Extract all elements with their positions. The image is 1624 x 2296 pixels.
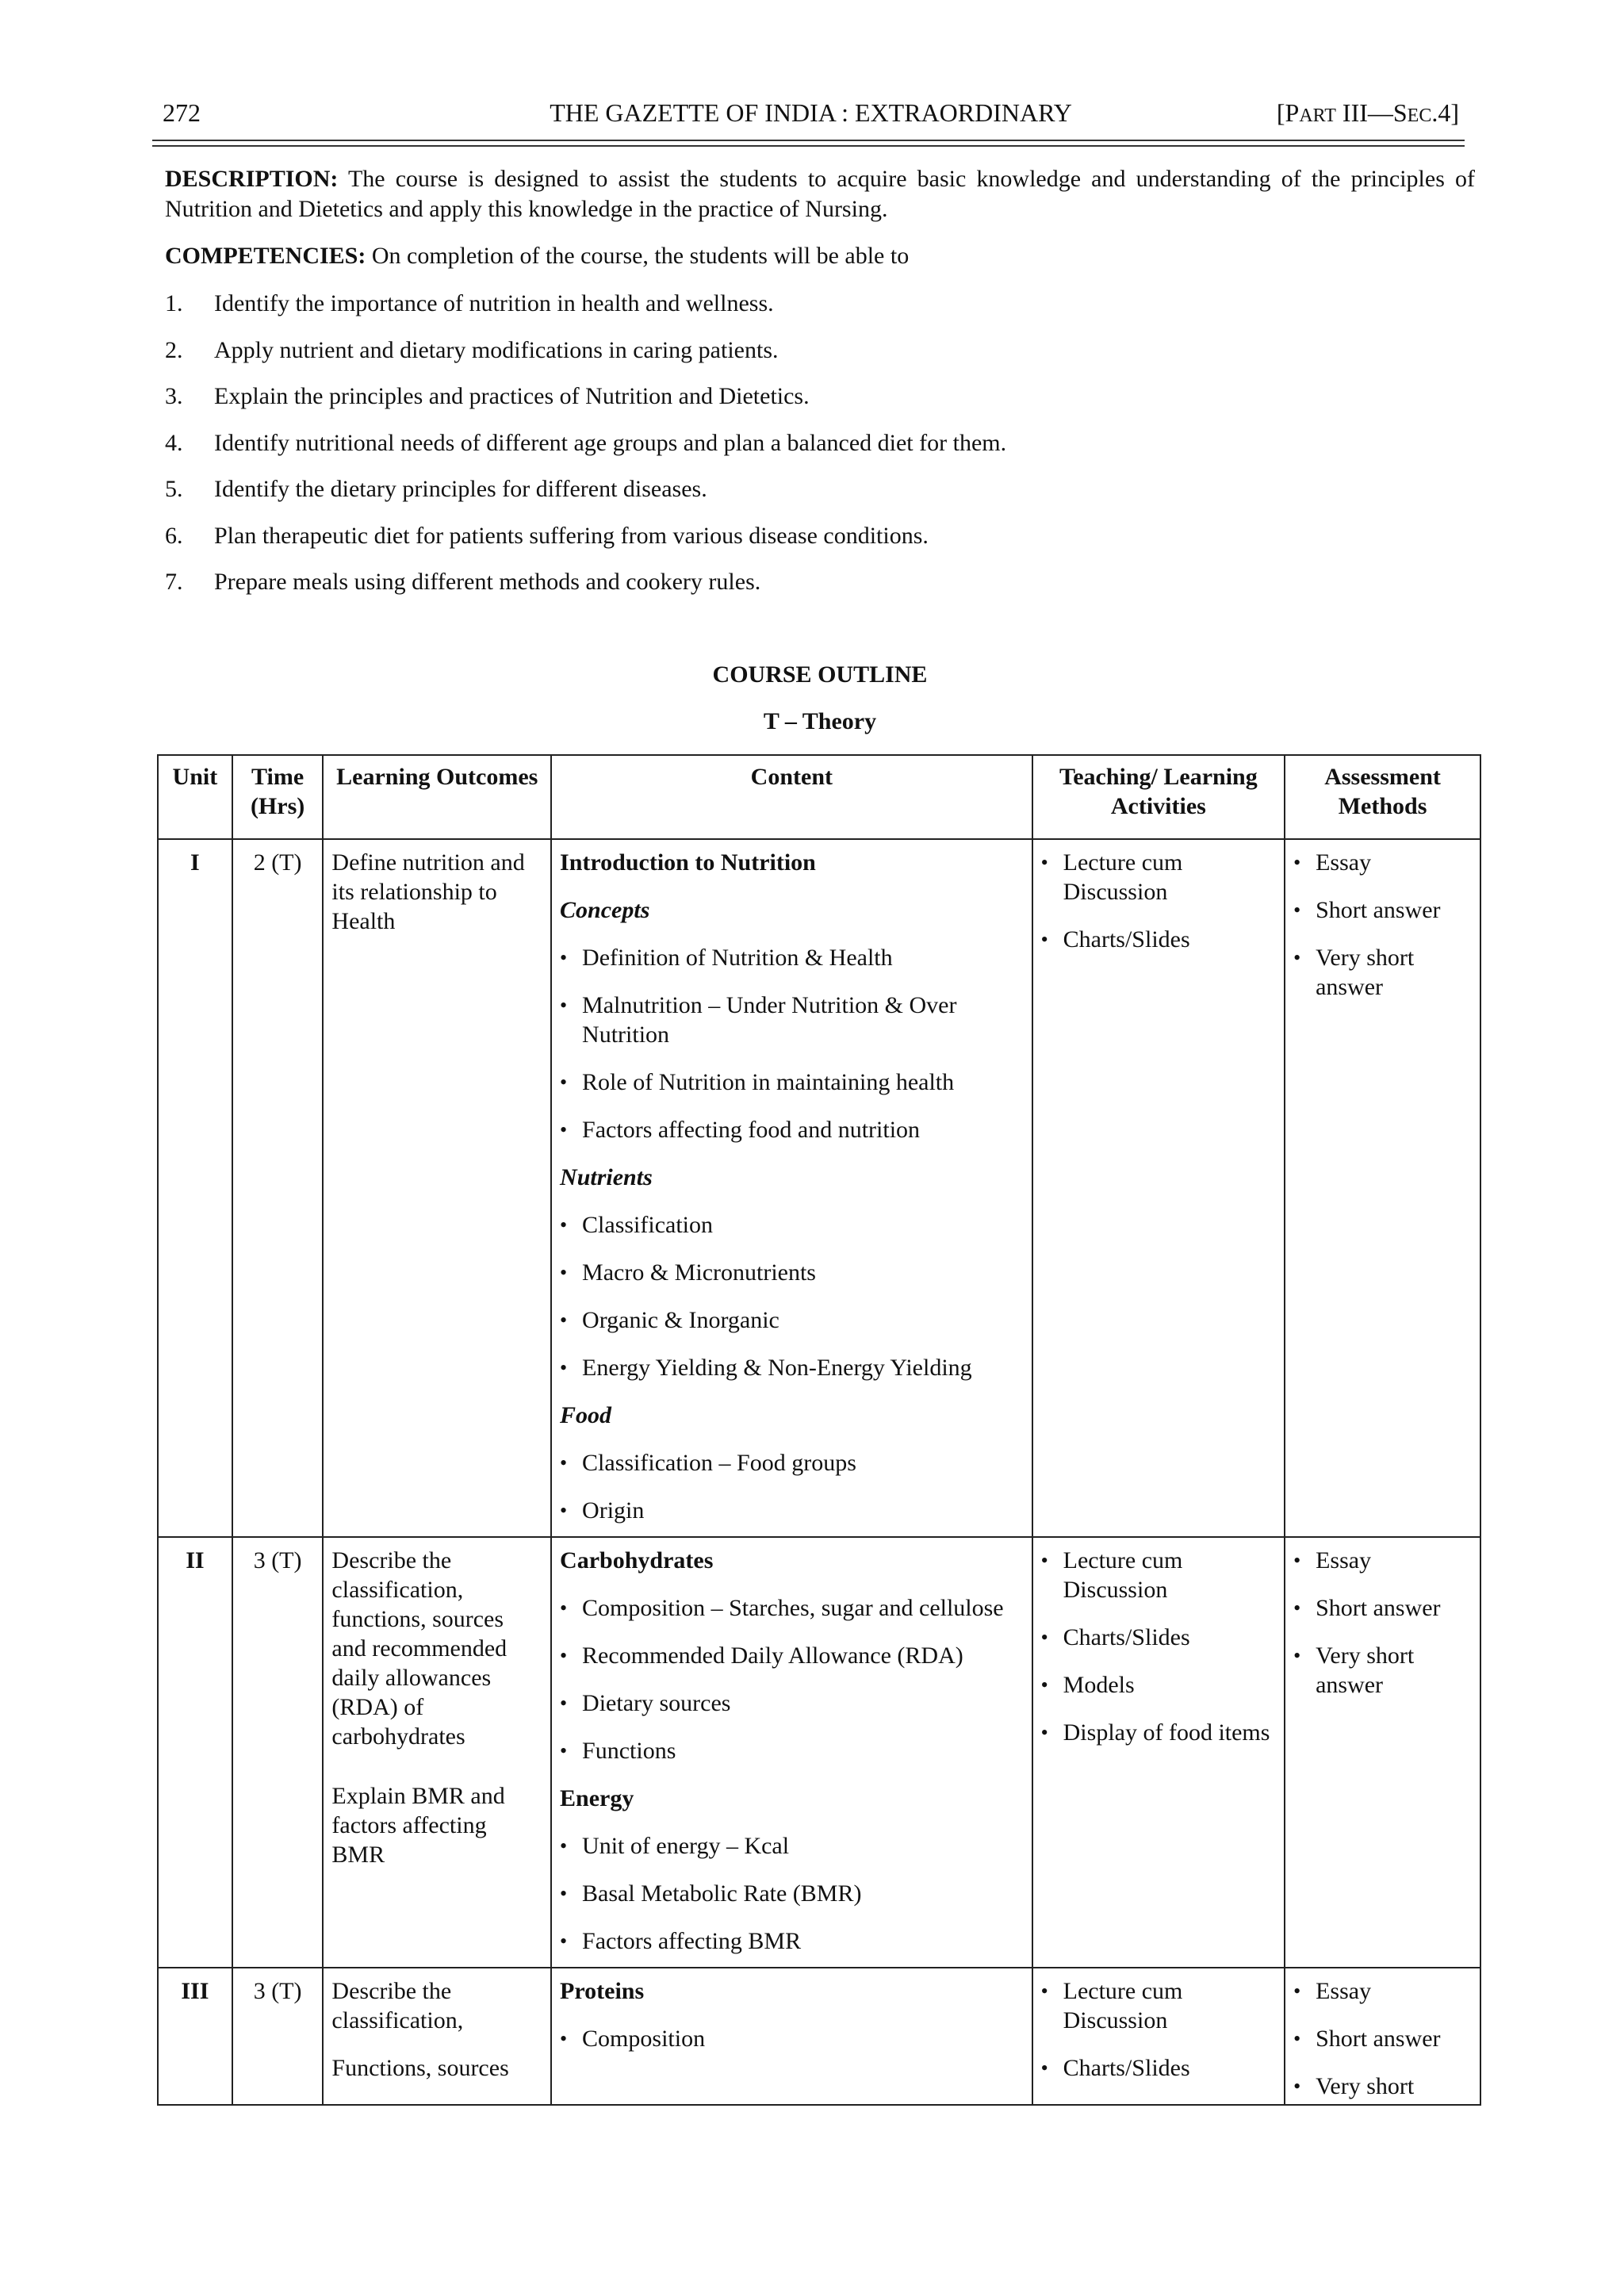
table-header-row <box>158 755 1480 839</box>
list-item: • Energy Yielding & Non-Energy Yielding <box>560 1355 972 1381</box>
list-item: • Factors affecting food and nutrition <box>560 1117 921 1143</box>
unit-cell: I <box>158 839 232 1537</box>
header-rule-top <box>152 140 1465 141</box>
header-rule-bottom <box>152 145 1465 147</box>
list-item: • Macro & Micronutrients <box>560 1259 816 1286</box>
list-item: 7. Prepare meals using different methods and cookery rules. <box>165 569 761 595</box>
competencies-paragraph: COMPETENCIES: On completion of the course, the students will be able to <box>165 243 910 269</box>
table-row <box>158 1968 1480 2105</box>
list-item: • Short answer <box>1293 2026 1441 2052</box>
activities-cell <box>1032 1537 1285 1968</box>
content-subheading: Concepts <box>560 897 650 923</box>
content-list <box>560 2024 1024 2053</box>
list-item: • Short answer <box>1293 1595 1441 1621</box>
list-item: • Composition – Starches, sugar and cellulose <box>560 1595 1004 1621</box>
course-outline-table <box>157 754 1481 2106</box>
list-item: • Very short <box>1293 2073 1415 2099</box>
column-header-unit: Unit <box>158 755 232 839</box>
content-title: Carbohydrates <box>560 1547 714 1573</box>
content-list <box>560 1448 1024 1525</box>
theory-subtitle: T – Theory <box>763 708 877 734</box>
list-item: • Composition <box>560 2026 706 2052</box>
column-header-assessment-methods: Assessment Methods <box>1285 755 1480 839</box>
content-subheading: Nutrients <box>560 1164 653 1190</box>
list-item: • Definition of Nutrition & Health <box>560 945 893 971</box>
content-cell <box>551 1968 1032 2105</box>
list-item: 2. Apply nutrient and dietary modifications in caring patients. <box>165 336 779 363</box>
learning-outcomes-cell: Define nutrition and its relationship to Health <box>323 839 551 1537</box>
list-item: • Lecture cum Discussion <box>1040 849 1183 905</box>
table-row <box>158 839 1480 1537</box>
list-item: • Organic & Inorganic <box>560 1307 779 1333</box>
content-list <box>560 1831 1024 1956</box>
list-item: • Charts/Slides <box>1040 2055 1190 2081</box>
unit-cell: III <box>158 1968 232 2105</box>
list-item: • Classification <box>560 1212 714 1238</box>
course-outline-title: COURSE OUTLINE <box>712 661 928 688</box>
list-item: • Display of food items <box>1040 1719 1270 1746</box>
assessment-cell <box>1285 1537 1480 1968</box>
list-item: 3. Explain the principles and practices of Nutrition and Dietetics. <box>165 383 810 409</box>
table-row <box>158 1537 1480 1968</box>
unit-cell: II <box>158 1537 232 1968</box>
page-header <box>163 98 1459 136</box>
assessment-cell <box>1285 1968 1480 2105</box>
assessment-cell <box>1285 839 1480 1537</box>
list-item: • Unit of energy – Kcal <box>560 1833 790 1859</box>
list-item: 5. Identify the dietary principles for different diseases. <box>165 476 707 502</box>
list-item: • Basal Metabolic Rate (BMR) <box>560 1880 862 1907</box>
content-subheading: Food <box>560 1402 612 1428</box>
activities-cell <box>1032 1968 1285 2105</box>
list-item: • Charts/Slides <box>1040 1624 1190 1650</box>
column-header-learning-outcomes: Learning Outcomes <box>323 755 551 839</box>
activities-cell <box>1032 839 1285 1537</box>
time-cell: 3 (T) <box>232 1537 324 1968</box>
list-item: • Role of Nutrition in maintaining health <box>560 1069 955 1095</box>
list-item: • Very short answer <box>1293 945 1415 1000</box>
content-cell <box>551 839 1032 1537</box>
list-item: • Models <box>1040 1672 1135 1698</box>
list-item: • Dietary sources <box>560 1690 731 1716</box>
list-item: • Essay <box>1293 1547 1372 1573</box>
list-item: • Charts/Slides <box>1040 926 1190 953</box>
list-item: • Essay <box>1293 849 1372 876</box>
column-header-time: Time (Hrs) <box>232 755 324 839</box>
learning-outcomes-cell: Describe the classification, functions, sources and recommended daily allowances (RDA) of carbohydrates Explain BMR and factors affecting BMR <box>323 1537 551 1968</box>
gazette-title: THE GAZETTE OF INDIA : EXTRAORDINARY <box>550 98 1072 127</box>
content-title: Introduction to Nutrition <box>560 849 816 876</box>
list-item: • Lecture cum Discussion <box>1040 1547 1183 1603</box>
page-number: 272 <box>163 98 201 127</box>
list-item: • Lecture cum Discussion <box>1040 1978 1183 2033</box>
time-cell: 2 (T) <box>232 839 324 1537</box>
time-cell: 3 (T) <box>232 1968 324 2105</box>
list-item: • Short answer <box>1293 897 1441 923</box>
competencies-list <box>165 289 1465 614</box>
description-paragraph: DESCRIPTION: The course is designed to assist the students to acquire basic knowledge and understanding of the principles of Nutrition and Dietetics and apply this knowledge in the practice of Nursing. <box>165 166 1475 222</box>
list-item: • Very short answer <box>1293 1642 1415 1698</box>
content-title: Proteins <box>560 1978 645 2004</box>
part-section-label: [PART III—SEC.4] <box>1276 98 1459 127</box>
content-subheading: Energy <box>560 1785 634 1811</box>
column-header-teaching-learning-activities: Teaching/ Learning Activities <box>1032 755 1285 839</box>
content-list <box>560 1593 1024 1765</box>
list-item: 4. Identify nutritional needs of different age groups and plan a balanced diet for them. <box>165 429 1007 456</box>
list-item: • Malnutrition – Under Nutrition & Over Nutrition <box>560 992 957 1048</box>
list-item: • Origin <box>560 1497 645 1524</box>
learning-outcomes-cell: Describe the classification, Functions, sources <box>323 1968 551 2105</box>
list-item: • Recommended Daily Allowance (RDA) <box>560 1642 963 1669</box>
content-list <box>560 943 1024 1144</box>
list-item: 6. Plan therapeutic diet for patients suffering from various disease conditions. <box>165 522 929 549</box>
content-cell <box>551 1537 1032 1968</box>
list-item: • Functions <box>560 1738 676 1764</box>
list-item: • Essay <box>1293 1978 1372 2004</box>
column-header-content: Content <box>551 755 1032 839</box>
list-item: • Classification – Food groups <box>560 1450 856 1476</box>
content-list <box>560 1210 1024 1382</box>
list-item: 1. Identify the importance of nutrition in health and wellness. <box>165 290 774 316</box>
list-item: • Factors affecting BMR <box>560 1928 802 1954</box>
